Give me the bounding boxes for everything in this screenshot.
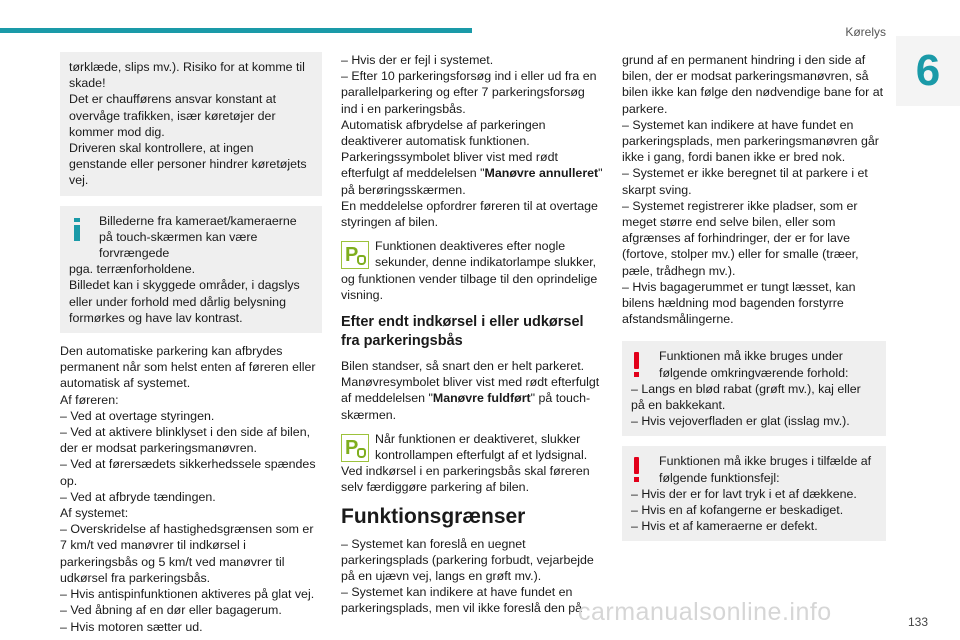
warning-box-faults [622,446,886,541]
warning-icon [631,348,643,378]
subheading-after-parking: Efter endt indkørsel i eller udkørsel fra parkeringsbås [341,314,584,350]
parking-assist-icon: P [341,434,369,462]
warning-first: Funktionen må ikke bruges under følgende omkringværende forhold: [659,349,849,380]
info-rest: pga. terrænforholdene. Billedet kan i skyggede områder, i dagslys eller under forhold med dårlig belysning formørkes og have lav kontrast. [69,262,300,325]
warning-text: tørklæde, slips mv.). Risiko for at komme til skade! Det er chaufførens ansvar konstant at overvåge trafikken, især køretøjer der kommer mod dig. Driveren skal kontrollere, at ingen genstande eller personer hindrer køretøjets vej. [69,60,307,188]
message-completed: Manøvre fuldført [432,391,531,406]
after-parking-text [341,358,603,423]
warning-box-conditions [622,341,886,436]
limits-text: – Systemet kan foreslå en uegnet parkeringsplads (parkering forbudt, vejarbejde på en ujævn vej, langs en grøft mv.). – Systemet kan indikere at have fundet en parkeringsplads, men vil ikke foreslå den på [341,536,594,616]
warning-continuation-box [60,52,322,196]
text-segment: " på touch-skærmen. [341,391,591,422]
chapter-number: 6 [896,36,960,106]
watermark: carmanualsonline.info [578,598,832,626]
info-box [60,206,322,333]
parking-assist-icon: P [341,241,369,269]
section-title: Kørelys [845,25,886,39]
column-2 [341,52,603,617]
text-segment: – Hvis der er fejl i systemet. – Efter 10 parkeringsforsøg ind i eller ud fra en parallelparkering og efter 7 parkeringsforsøg ind i en parkeringsbås. Automatisk afbrydelse af parkeringen deaktiverer automatisk funktionen. Parkeringssymbolet bliver vist med rødt efterfulgt af meddelelsen " [341,53,597,181]
info-header [69,213,312,262]
auto-interrupt-text [341,52,603,230]
text-segment: " på berøringsskærmen. En meddelelse opfordrer føreren til at overtage styringen af bilen. [341,166,603,230]
interrupt-text: Den automatiske parkering kan afbrydes permanent når som helst enten af føreren eller automatisk af systemet. Af føreren: – Ved at overtage styringen. – Ved at aktivere blinklyset i den side af bilen, der er modsat parkeringsmanøvren. – Ved at førersædets sikkerhedssele spændes op. – Ved at afbryde tændingen. Af systemet: – Overskridelse af hastighedsgrænsen som er 7 km/t ved manøvrer til indkørsel i parkeringsbås og 5 km/t ved manøvrer til udkørsel fra parkeringsbås. – Hvis antispinfunktionen aktiveres på glat vej. – Ved åbning af en dør eller bagagerum. – Hvis motoren sætter ud. [60,344,316,634]
message-canceled: Manøvre annulleret [484,166,599,181]
text-segment: Bilen standser, så snart den er helt parkeret. Manøvresymbolet bliver vist med rødt efterfulgt af meddelelsen " [341,359,600,406]
warning-icon [631,453,643,483]
indicator-note [341,238,603,303]
deactivation-note [341,431,603,496]
indicator-note-text: Funktionen deaktiveres efter nogle sekunder, denne indikatorlampe slukker, og funktionen vender tilbage til den oprindelige visning. [341,239,598,302]
header-accent-bar [0,28,472,33]
info-icon [69,213,85,243]
warning-header [631,453,876,485]
warning-rest: – Langs en blød rabat (grøft mv.), kaj eller på en bakkekant. – Hvis vejoverfladen er glat (isslag mv.). [631,381,861,429]
heading-limits: Funktionsgrænser [341,504,526,528]
info-first: Billederne fra kameraet/kameraerne på touch-skærmen kan være forvrængede [99,213,297,261]
warning-rest: – Hvis der er for lavt tryk i et af dækkene. – Hvis en af kofangerne er beskadiget. – Hvis et af kameraerne er defekt. [631,486,857,534]
limits-continued-text: grund af en permanent hindring i den side af bilen, der er modsat parkeringsmanøvren, så bilen ikke kan følge den nødvendige bane for at parkere. – Systemet kan indikere at have fundet en parkeringsplads, men parkeringsmanøvren går ikke i gang, fordi banen ikke er bred nok. – Systemet er ikke beregnet til at parkere i et skarpt sving. – Systemet registrerer ikke pladser, som er meget større end selve bilen, eller som afgrænses af forhindringer, der er for lave (fortove, stolper mv.) eller for smalle (træer, pæle, trådhegn mv.). – Hvis bagagerummet er tungt læsset, kan bilens hældning mod bagenden forstyrre afstandsmålingerne. [622,53,884,327]
deactivation-note-text: Når funktionen er deaktiveret, slukker kontrollampen efterfulgt af et lydsignal. Ved indkørsel i en parkeringsbås skal føreren selv færdiggøre parkering af bilen. [341,431,590,495]
warning-first: Funktionen må ikke bruges i tilfælde af følgende funktionsfejl: [659,454,872,485]
page-number: 133 [908,615,929,629]
warning-header [631,348,876,380]
column-3 [622,52,886,551]
column-1 [60,52,322,635]
